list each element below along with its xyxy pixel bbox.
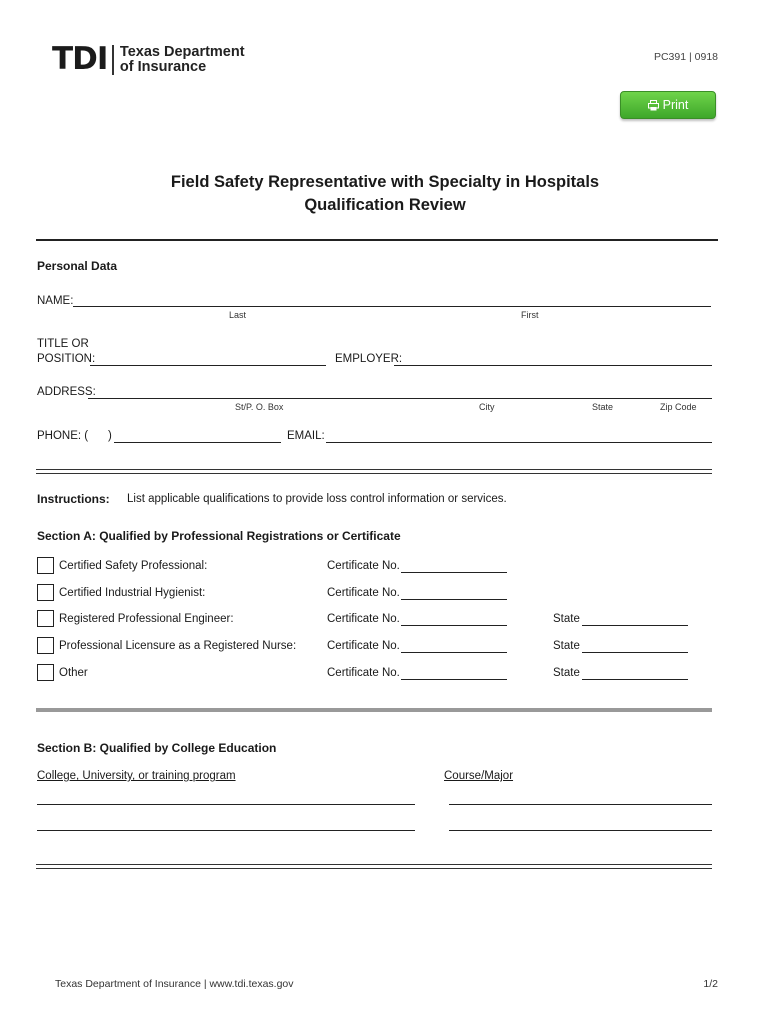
address-field[interactable] — [88, 386, 712, 399]
qualification-label: Certified Industrial Hygienist: — [59, 587, 206, 599]
section-b-heading: Section B: Qualified by College Education — [37, 741, 277, 755]
city-hint: City — [479, 402, 495, 412]
registered-professional-engineer-checkbox[interactable] — [37, 610, 54, 627]
address-label: ADDRESS: — [37, 386, 96, 398]
section-a-heading: Section A: Qualified by Professional Registrations or Certificate — [37, 529, 401, 543]
course-field-2[interactable] — [449, 818, 712, 831]
instructions-text: List applicable qualifications to provide loss control information or services. — [127, 493, 507, 505]
email-field[interactable] — [326, 430, 712, 443]
certificate-number-field[interactable] — [401, 667, 507, 680]
certificate-label: Certificate No. — [327, 587, 400, 599]
state-label: State — [553, 667, 580, 679]
zip-hint: Zip Code — [660, 402, 697, 412]
title-divider — [36, 239, 718, 241]
certified-safety-professional-checkbox[interactable] — [37, 557, 54, 574]
state-field[interactable] — [582, 613, 688, 626]
printer-icon — [648, 100, 659, 111]
tdi-logo — [52, 41, 245, 77]
email-label: EMAIL: — [287, 430, 325, 442]
certificate-label: Certificate No. — [327, 613, 400, 625]
state-label: State — [553, 613, 580, 625]
print-button[interactable] — [620, 91, 716, 119]
state-field[interactable] — [582, 640, 688, 653]
section-divider — [36, 469, 712, 474]
phone-field[interactable] — [114, 430, 281, 443]
first-name-hint: First — [521, 310, 539, 320]
qualification-label: Professional Licensure as a Registered Nurse: — [59, 640, 297, 652]
qualification-label: Certified Safety Professional: — [59, 560, 208, 572]
footer-agency: Texas Department of Insurance | www.tdi.texas.gov — [55, 978, 294, 990]
section-divider — [36, 708, 712, 712]
logo-divider — [112, 45, 114, 75]
logo-mark: TDI — [52, 41, 108, 77]
certificate-label: Certificate No. — [327, 640, 400, 652]
state-field[interactable] — [582, 667, 688, 680]
college-column-header: College, University, or training program — [37, 770, 236, 782]
name-label: NAME: — [37, 295, 74, 307]
instructions-label: Instructions: — [37, 492, 110, 506]
personal-data-heading: Personal Data — [37, 259, 118, 273]
logo-text-line2: of Insurance — [119, 58, 207, 75]
employer-label: EMPLOYER: — [335, 353, 403, 365]
college-field-1[interactable] — [37, 792, 415, 805]
logo-text — [120, 45, 245, 75]
title-label-line1: TITLE OR — [37, 338, 89, 350]
certificate-label: Certificate No. — [327, 560, 400, 572]
form-title-line2: Qualification Review — [304, 196, 466, 214]
page-number: 1/2 — [703, 978, 718, 990]
state-label: State — [553, 640, 580, 652]
course-field-1[interactable] — [449, 792, 712, 805]
title-position-field[interactable] — [90, 353, 326, 366]
last-name-hint: Last — [229, 310, 247, 320]
employer-field[interactable] — [394, 353, 712, 366]
certificate-number-field[interactable] — [401, 640, 507, 653]
certificate-label: Certificate No. — [327, 667, 400, 679]
phone-label: PHONE: ( — [37, 430, 89, 442]
certificate-number-field[interactable] — [401, 587, 507, 600]
certificate-number-field[interactable] — [401, 560, 507, 573]
qualification-label: Other — [59, 667, 88, 679]
title-label-line2: POSITION: — [37, 353, 96, 365]
state-hint: State — [592, 402, 614, 412]
phone-paren-close: ) — [108, 430, 112, 442]
street-hint: St/P. O. Box — [235, 402, 284, 412]
course-column-header: Course/Major — [444, 770, 514, 782]
registered-nurse-checkbox[interactable] — [37, 637, 54, 654]
print-label: Print — [662, 98, 689, 112]
certified-industrial-hygienist-checkbox[interactable] — [37, 584, 54, 601]
section-divider — [36, 864, 712, 869]
certificate-number-field[interactable] — [401, 613, 507, 626]
logo-text-line1: Texas Department — [119, 43, 245, 60]
form-title-line1: Field Safety Representative with Specialty in Hospitals — [170, 173, 600, 191]
form-number: PC391 | 0918 — [653, 51, 718, 63]
name-field[interactable] — [73, 295, 711, 307]
college-field-2[interactable] — [37, 818, 415, 831]
other-checkbox[interactable] — [37, 664, 54, 681]
qualification-label: Registered Professional Engineer: — [59, 613, 234, 625]
